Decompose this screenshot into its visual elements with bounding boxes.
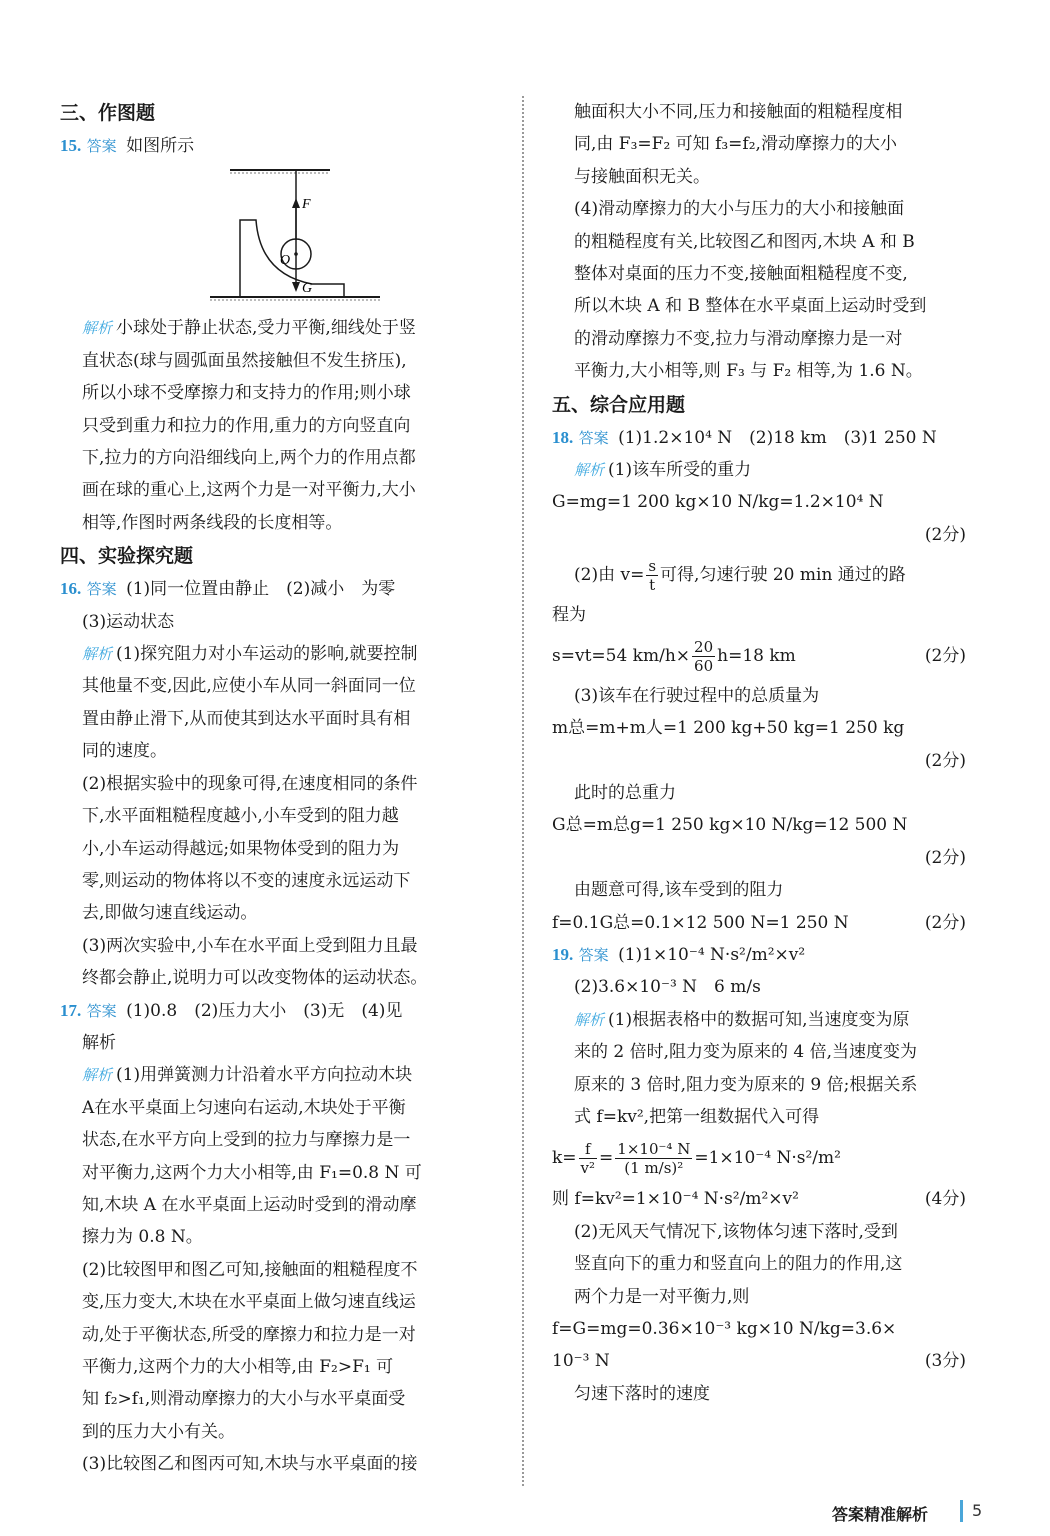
q19-analysis-line: 竖直向下的重力和竖直向上的阻力的作用,这 — [574, 1254, 903, 1275]
q19-answer-line2: (2)3.6×10⁻³ N 6 m/s — [574, 977, 761, 998]
q17-answer-text: (1)0.8 (2)压力大小 (3)无 (4)见 — [126, 1000, 403, 1021]
answer-tag: 答案 — [86, 137, 117, 155]
analysis-tag: 解析 — [82, 319, 113, 338]
text: = — [599, 1148, 614, 1169]
q19-formula-fG: f=G=mg=0.36×10⁻³ kg×10 N/kg=3.6× — [552, 1319, 897, 1339]
q16-analysis-line: (2)根据实验中的现象可得,在速度相同的条件 — [82, 773, 418, 794]
q17-continued-line: 触面积大小不同,压力和接触面的粗糙程度相 — [574, 102, 903, 122]
answer-tag: 答案 — [578, 428, 609, 447]
analysis-tag: 解析 — [574, 461, 605, 480]
text: k= — [552, 1148, 577, 1169]
q17-continued-line: 同,由 F₃=F₂ 可知 f₃=f₂,滑动摩擦力的大小 — [574, 134, 897, 155]
section-3-title: 三、作图题 — [60, 102, 156, 124]
q15-analysis-line: 相等,作图时两条线段的长度相等。 — [82, 512, 343, 533]
q18-analysis-first — [552, 454, 980, 486]
q19-analysis-first — [552, 1004, 980, 1036]
fraction-values — [615, 1140, 692, 1177]
q18-number: 18. — [552, 427, 574, 447]
q19-answer — [552, 939, 980, 971]
q15-analysis-line: 画在球的重心上,这两个力是一对平衡力,大小 — [82, 480, 416, 501]
q16-analysis-line: 其他量不变,因此,应使小车从同一斜面同一位 — [82, 676, 416, 697]
numerator: f — [579, 1140, 598, 1159]
q15-number: 15. — [60, 136, 82, 155]
q17-analysis-line: (1)用弹簧测力计沿着水平方向拉动木块 — [116, 1065, 413, 1086]
section-4-title: 四、实验探究题 — [60, 545, 194, 568]
text: (2)由 v= — [574, 565, 645, 586]
q17-analysis-line: 擦力为 0.8 N。 — [82, 1227, 203, 1248]
q19-ze-line — [552, 1183, 980, 1215]
text: f=0.1G总=0.1×12 500 N=1 250 N — [552, 912, 849, 933]
q17-analysis-line: 平衡力,这两个力的大小相等,由 F₂>F₁ 可 — [82, 1357, 394, 1377]
q15-analysis-line: 下,拉力的方向沿细线向上,两个力的作用点都 — [82, 448, 416, 469]
q17-answer — [60, 995, 500, 1027]
q18-line-cheng: 程为 — [552, 605, 586, 626]
q16-answer — [60, 573, 500, 605]
force-diagram — [60, 162, 500, 312]
q16-analysis-line: (3)两次实验中,小车在水平面上受到阻力且最 — [82, 935, 418, 956]
q15-answer-text: 如图所示 — [126, 136, 195, 156]
q18-speed-line — [552, 551, 980, 599]
q15-analysis-line: 小球处于静止状态,受力平衡,细线处于竖 — [116, 318, 416, 339]
q17-analysis-line: (2)比较图甲和图乙可知,接触面的粗糙程度不 — [82, 1259, 418, 1280]
fraction-s-t — [646, 557, 658, 594]
right-column — [552, 96, 980, 1410]
answer-tag: 答案 — [86, 580, 117, 599]
denominator: t — [649, 576, 656, 595]
q17-analysis-line: 状态,在水平方向上受到的拉力与摩擦力是一 — [82, 1130, 411, 1151]
q19-analysis-line: 式 f=kv²,把第一组数据代入可得 — [574, 1106, 820, 1127]
q18-total-weight: 此时的总重力 — [574, 782, 676, 803]
text: =1×10⁻⁴ N·s²/m² — [694, 1148, 841, 1169]
q16-answer-text: (1)同一位置由静止 (2)减小 为零 — [126, 579, 396, 600]
denominator: (1 m/s)² — [624, 1159, 684, 1178]
score: (2分) — [924, 645, 966, 666]
q19-answer-text: (1)1×10⁻⁴ N·s²/m²×v² — [618, 944, 806, 965]
q17-analysis-line: 知 f₂>f₁,则滑动摩擦力的大小与水平桌面受 — [82, 1389, 406, 1410]
q16-analysis-line: 零,则运动的物体将以不变的速度永远运动下 — [82, 870, 411, 891]
text: 可得,匀速行驶 20 min 通过的路 — [660, 565, 906, 586]
left-column — [60, 96, 500, 1481]
q19-analysis-line: (2)无风天气情况下,该物体匀速下落时,受到 — [574, 1221, 898, 1242]
q19-analysis-line: 原来的 3 倍时,阻力变为原来的 9 倍;根据关系 — [574, 1074, 918, 1095]
q15-analysis-line: 直状态(球与圆弧面虽然接触但不发生挤压), — [82, 350, 407, 371]
fraction-f-v2 — [579, 1140, 598, 1177]
score: (2分) — [924, 912, 966, 933]
q16-analysis-line: 去,即做匀速直线运动。 — [82, 903, 258, 924]
q17-continued-line: 与接触面积无关。 — [574, 166, 710, 187]
score: (3分) — [924, 1351, 966, 1372]
q17-continued-line: 的滑动摩擦力不变,拉力与滑动摩擦力是一对 — [574, 328, 903, 349]
q19-k-formula — [552, 1133, 980, 1183]
answer-tag: 答案 — [578, 945, 609, 964]
q17-answer-line2: 解析 — [82, 1032, 116, 1053]
q16-analysis-line: 小,小车运动得越远;如果物体受到的阻力为 — [82, 838, 400, 859]
footer-label: 答案精准解析 — [832, 1505, 929, 1524]
distance-formula — [552, 632, 796, 680]
column-divider — [522, 96, 524, 1486]
score: (2分) — [924, 750, 966, 771]
numerator: 20 — [694, 637, 714, 656]
q17-analysis-first — [60, 1059, 500, 1091]
q19-exp-line — [552, 1345, 980, 1377]
q17-analysis-line: 到的压力大小有关。 — [82, 1421, 235, 1442]
text: 则 f=kv²=1×10⁻⁴ N·s²/m²×v² — [552, 1189, 799, 1210]
q16-answer-line2: (3)运动状态 — [82, 611, 175, 632]
q16-analysis-line: 同的速度。 — [82, 741, 167, 762]
fraction-20-60 — [692, 638, 715, 675]
q18-analysis-line: (1)该车所受的重力 — [608, 460, 752, 481]
answer-tag: 答案 — [86, 1001, 117, 1020]
q16-number: 16. — [60, 579, 82, 599]
q17-number: 17. — [60, 1000, 82, 1020]
q17-analysis-line: 变,压力变大,木块在水平桌面上做匀速直线运 — [82, 1292, 416, 1313]
q18-formula-m: m总=m+m人=1 200 kg+50 kg=1 250 kg — [552, 718, 905, 739]
denominator: v² — [580, 1159, 596, 1178]
q17-analysis-line: (3)比较图乙和图丙可知,木块与水平桌面的接 — [82, 1454, 418, 1475]
label-F: F — [302, 197, 311, 213]
q18-mass-line: (3)该车在行驶过程中的总质量为 — [574, 685, 820, 706]
denominator: 60 — [694, 656, 714, 675]
q17-analysis-line: 知,木块 A 在水平桌面上运动时受到的滑动摩 — [82, 1194, 417, 1215]
q15-analysis-first — [60, 312, 500, 344]
footer-accent-bar — [960, 1500, 963, 1522]
text: h=18 km — [717, 645, 796, 666]
q15-analysis-line: 所以小球不受摩擦力和支持力的作用;则小球 — [82, 383, 411, 404]
q16-analysis-line: (1)探究阻力对小车运动的影响,就要控制 — [116, 644, 418, 665]
label-O: O — [280, 253, 291, 269]
q18-answer-text: (1)1.2×10⁴ N (2)18 km (3)1 250 N — [618, 427, 937, 448]
q17-analysis-line: 动,处于平衡状态,所受的摩擦力和拉力是一对 — [82, 1324, 416, 1345]
q17-continued-line: 的粗糙程度有关,比较图乙和图丙,木块 A 和 B — [574, 231, 915, 252]
q17-analysis-line: 对平衡力,这两个力大小相等,由 F₁=0.8 N 可 — [82, 1162, 422, 1183]
q16-analysis-line: 下,水平面粗糙程度越小,小车受到的阻力越 — [82, 806, 399, 827]
q19-analysis-line: 两个力是一对平衡力,则 — [574, 1286, 750, 1307]
q18-answer — [552, 422, 980, 454]
text: s=vt=54 km/h× — [552, 645, 691, 666]
q19-last-line: 匀速下落时的速度 — [574, 1383, 710, 1404]
score: (4分) — [924, 1189, 966, 1210]
section-5-title: 五、综合应用题 — [552, 393, 686, 416]
q17-continued-line: (4)滑动摩擦力的大小与压力的大小和接触面 — [574, 199, 905, 220]
q16-analysis-line: 置由静止滑下,从而使其到达水平面时具有相 — [82, 708, 411, 729]
text: 10⁻³ N — [552, 1351, 610, 1372]
score: (2分) — [924, 847, 966, 868]
score: (2分) — [924, 524, 966, 545]
q17-continued-line: 整体对桌面的压力不变,接触面粗糙程度不变, — [574, 264, 908, 285]
q19-number: 19. — [552, 944, 574, 964]
q19-analysis-line: (1)根据表格中的数据可知,当速度变为原 — [608, 1009, 910, 1030]
q17-analysis-line: A在水平桌面上匀速向右运动,木块处于平衡 — [82, 1097, 406, 1118]
q19-analysis-line: 来的 2 倍时,阻力变为原来的 4 倍,当速度变为 — [574, 1042, 918, 1063]
q18-formula-G: G=mg=1 200 kg×10 N/kg=1.2×10⁴ N — [552, 492, 884, 513]
force-diagram-svg — [210, 162, 380, 310]
q16-analysis-line: 终都会静止,说明力可以改变物体的运动状态。 — [82, 968, 428, 989]
q17-continued-line: 平衡力,大小相等,则 F₃ 与 F₂ 相等,为 1.6 N。 — [574, 361, 923, 382]
q18-resistance-line: 由题意可得,该车受到的阻力 — [574, 880, 784, 901]
page-number: 5 — [972, 1501, 983, 1520]
q18-formula-Gz: G总=m总g=1 250 kg×10 N/kg=12 500 N — [552, 815, 908, 836]
label-G: G — [302, 281, 313, 297]
q17-continued-line: 所以木块 A 和 B 整体在水平桌面上运动时受到 — [574, 296, 927, 317]
numerator: 1×10⁻⁴ N — [617, 1140, 691, 1159]
analysis-tag: 解析 — [82, 645, 113, 664]
q16-analysis-first — [60, 638, 500, 670]
q18-distance-line — [552, 632, 980, 680]
numerator: s — [648, 557, 657, 576]
q18-formula-f — [552, 907, 980, 939]
analysis-tag: 解析 — [82, 1066, 113, 1085]
analysis-tag: 解析 — [574, 1010, 605, 1029]
q15-answer — [60, 130, 500, 162]
q15-analysis-line: 只受到重力和拉力的作用,重力的方向竖直向 — [82, 415, 411, 436]
